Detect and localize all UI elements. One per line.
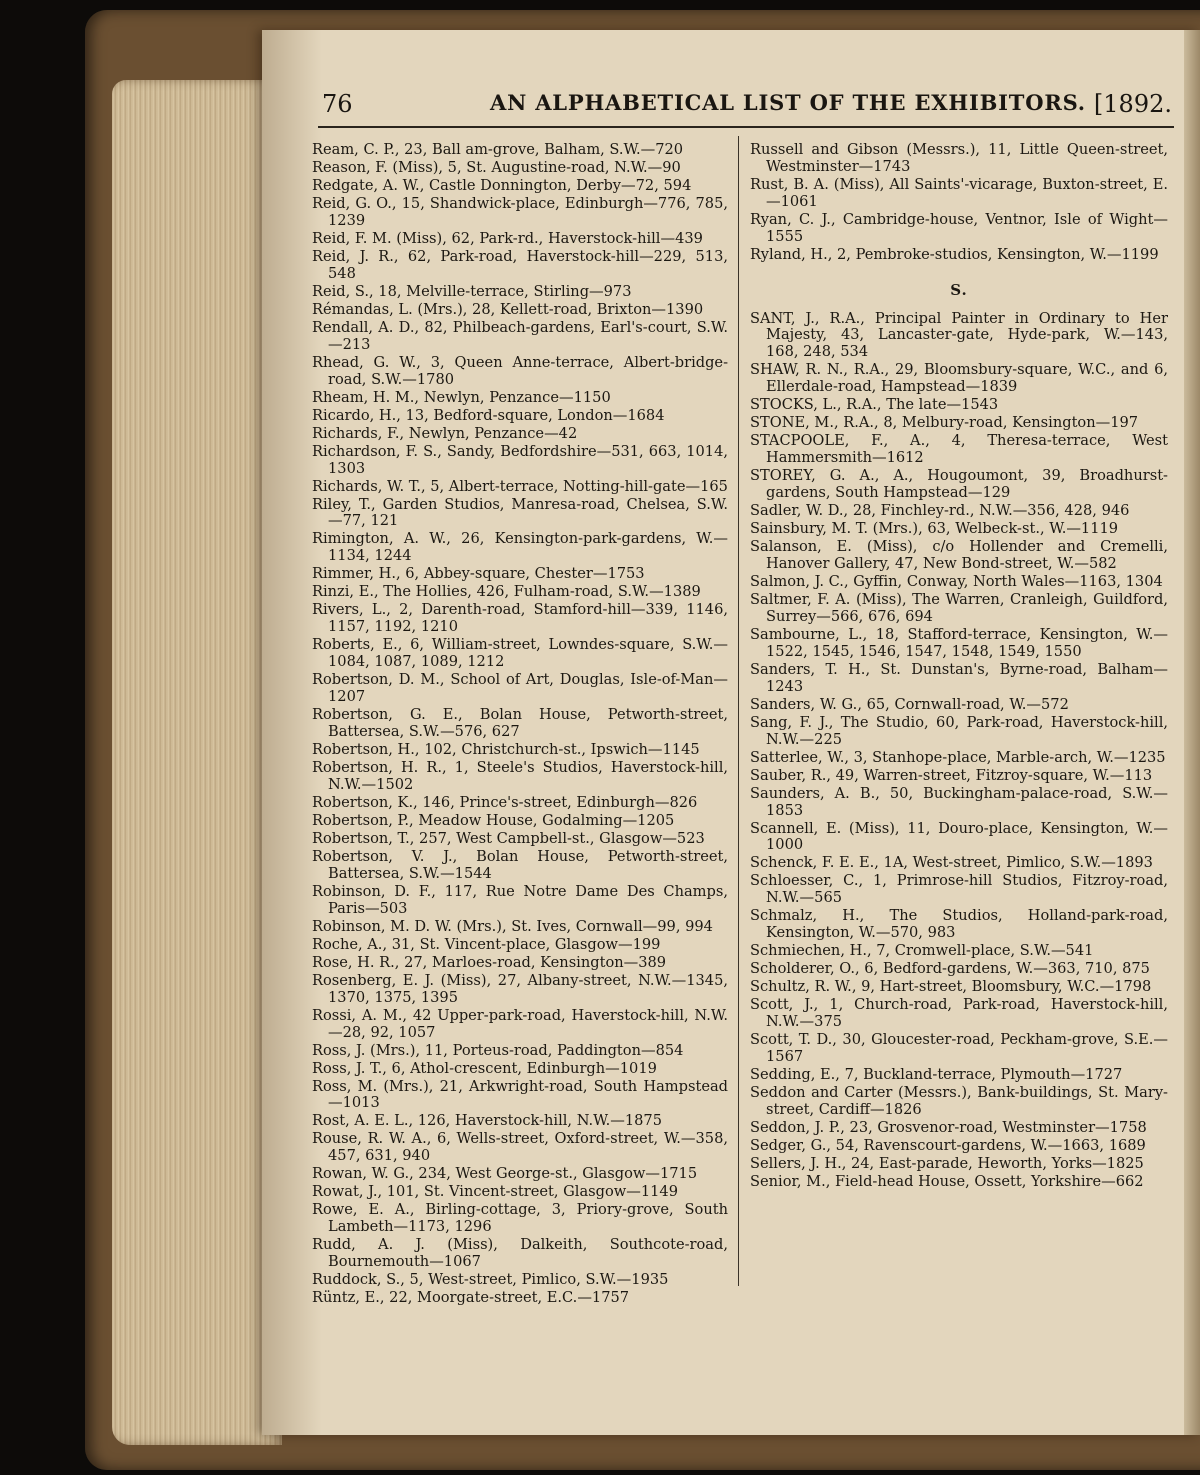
exhibitor-entry: Riley, T., Garden Studios, Manresa-road, Chelsea, S.W.—77, 121: [312, 495, 728, 530]
exhibitor-entry: Rimmer, H., 6, Abbey-square, Chester—1753: [312, 565, 645, 583]
section-letter: S.: [950, 280, 968, 299]
exhibitor-entry: Rudd, A. J. (Miss), Dalkeith, Southcote-road, Bournemouth—1067: [312, 1236, 728, 1271]
exhibitor-entry: Ross, J. T., 6, Athol-crescent, Edinburgh—1019: [312, 1059, 657, 1077]
exhibitor-entry: Sambourne, L., 18, Stafford-terrace, Kensington, W.—1522, 1545, 1546, 1547, 1548, 1549, 1550: [750, 625, 1168, 660]
exhibitor-entry: STONE, M., R.A., 8, Melbury-road, Kensington—197: [750, 414, 1139, 432]
exhibitor-entry: Rust, B. A. (Miss), All Saints'-vicarage, Buxton-street, E.—1061: [750, 175, 1168, 210]
year-label: [1892.: [1093, 90, 1172, 118]
exhibitor-entry: Ruddock, S., 5, West-street, Pimlico, S.W.—1935: [312, 1271, 669, 1289]
exhibitor-entry: Sainsbury, M. T. (Mrs.), 63, Welbeck-st., W.—1119: [750, 520, 1119, 538]
exhibitor-entry: Rosenberg, E. J. (Miss), 27, Albany-street, N.W.—1345, 1370, 1375, 1395: [312, 971, 728, 1006]
right-column: [750, 142, 1168, 1192]
exhibitor-entry: STOREY, G. A., A., Hougoumont, 39, Broadhurst-gardens, South Hampstead—129: [750, 467, 1168, 502]
exhibitor-entry: Scholderer, O., 6, Bedford-gardens, W.—363, 710, 875: [750, 960, 1150, 978]
exhibitor-entry: Rivers, L., 2, Darenth-road, Stamford-hill—339, 1146, 1157, 1192, 1210: [312, 601, 728, 636]
exhibitor-entry: Ross, J. (Mrs.), 11, Porteus-road, Paddington—854: [312, 1041, 684, 1059]
exhibitor-entry: Robertson, V. J., Bolan House, Petworth-street, Battersea, S.W.—1544: [312, 847, 728, 882]
exhibitor-entry: Reid, F. M. (Miss), 62, Park-rd., Haverstock-hill—439: [312, 229, 703, 247]
column-divider: [738, 136, 739, 1286]
exhibitor-entry: Redgate, A. W., Castle Donnington, Derby—72, 594: [312, 177, 692, 194]
exhibitor-entry: Reid, S., 18, Melville-terrace, Stirling—973: [312, 282, 632, 300]
exhibitor-entry: Reason, F. (Miss), 5, St. Augustine-road, N.W.—90: [312, 159, 681, 176]
exhibitor-entry: Seddon, J. P., 23, Grosvenor-road, Westminster—1758: [750, 1118, 1147, 1136]
exhibitor-entry: STOCKS, L., R.A., The late—1543: [750, 396, 999, 414]
header-rule: [318, 126, 1174, 128]
page-header: [322, 90, 1172, 130]
exhibitor-entry: Rüntz, E., 22, Moorgate-street, E.C.—1757: [312, 1289, 630, 1307]
exhibitor-entry: SHAW, R. N., R.A., 29, Bloomsbury-square, W.C., and 6, Ellerdale-road, Hampstead—1839: [750, 361, 1168, 396]
running-title: AN ALPHABETICAL LIST OF THE EXHIBITORS.: [490, 90, 1086, 115]
exhibitor-entry: Robertson, G. E., Bolan House, Petworth-street, Battersea, S.W.—576, 627: [312, 706, 728, 740]
exhibitor-entry: Sang, F. J., The Studio, 60, Park-road, Haverstock-hill, N.W.—225: [750, 713, 1168, 748]
exhibitor-entry: Schloesser, C., 1, Primrose-hill Studios, Fitzroy-road, N.W.—565: [750, 872, 1168, 907]
exhibitor-entry: Rhead, G. W., 3, Queen Anne-terrace, Albert-bridge-road, S.W.—1780: [312, 353, 728, 388]
exhibitor-entry: Rheam, H. M., Newlyn, Penzance—1150: [312, 388, 611, 406]
exhibitor-entry: Robinson, D. F., 117, Rue Notre Dame Des Champs, Paris—503: [312, 882, 728, 917]
exhibitor-entry: Rimington, A. W., 26, Kensington-park-gardens, W.—1134, 1244: [312, 530, 728, 565]
exhibitor-entry: Sanders, T. H., St. Dunstan's, Byrne-road, Balham—1243: [750, 660, 1168, 695]
right-column-r-entries: [750, 142, 1168, 264]
exhibitor-entry: Ream, C. P., 23, Ball am-grove, Balham, S.W.—720: [312, 141, 684, 158]
exhibitor-entry: Salanson, E. (Miss), c/o Hollender and Cremelli, Hanover Gallery, 47, New Bond-street, W.—582: [750, 538, 1168, 572]
exhibitor-entry: Scott, J., 1, Church-road, Park-road, Haverstock-hill, N.W.—375: [750, 996, 1168, 1031]
exhibitor-entry: Robertson, T., 257, West Campbell-st., Glasgow—523: [312, 829, 705, 847]
exhibitor-entry: Satterlee, W., 3, Stanhope-place, Marble-arch, W.—1235: [750, 748, 1166, 766]
exhibitor-entry: Reid, G. O., 15, Shandwick-place, Edinburgh—776, 785, 1239: [312, 195, 728, 229]
exhibitor-entry: Russell and Gibson (Messrs.), 11, Little Queen-street, Westminster—1743: [750, 141, 1168, 175]
exhibitor-entry: Saltmer, F. A. (Miss), The Warren, Cranleigh, Guildford, Surrey—566, 676, 694: [750, 590, 1168, 625]
exhibitor-entry: Salmon, J. C., Gyffin, Conway, North Wales—1163, 1304: [750, 572, 1163, 590]
exhibitor-entry: Rose, H. R., 27, Marloes-road, Kensington—389: [312, 953, 667, 971]
exhibitor-entry: Rowe, E. A., Birling-cottage, 3, Priory-grove, South Lambeth—1173, 1296: [312, 1201, 728, 1236]
exhibitor-entry: Roche, A., 31, St. Vincent-place, Glasgow—199: [312, 935, 661, 953]
exhibitor-entry: Seddon and Carter (Messrs.), Bank-buildings, St. Mary-street, Cardiff—1826: [750, 1084, 1168, 1118]
exhibitor-entry: Sanders, W. G., 65, Cornwall-road, W.—572: [750, 695, 1069, 713]
exhibitor-entry: Rinzi, E., The Hollies, 426, Fulham-road, S.W.—1389: [312, 583, 701, 601]
exhibitor-entry: Robertson, H., 102, Christchurch-st., Ipswich—1145: [312, 740, 700, 758]
exhibitor-entry: Robertson, H. R., 1, Steele's Studios, Haverstock-hill, N.W.—1502: [312, 758, 728, 793]
exhibitor-entry: Schmiechen, H., 7, Cromwell-place, S.W.—541: [750, 942, 1094, 960]
exhibitor-entry: Sedger, G., 54, Ravenscourt-gardens, W.—1663, 1689: [750, 1136, 1146, 1154]
left-column: [312, 142, 728, 1308]
exhibitor-entry: Senior, M., Field-head House, Ossett, Yorkshire—662: [750, 1172, 1144, 1190]
right-column-s-entries: [750, 311, 1168, 1191]
exhibitor-entry: Richards, F., Newlyn, Penzance—42: [312, 424, 578, 442]
exhibitor-entry: Ryan, C. J., Cambridge-house, Ventnor, Isle of Wight—1555: [750, 210, 1168, 245]
exhibitor-entry: Robertson, K., 146, Prince's-street, Edinburgh—826: [312, 793, 698, 811]
exhibitor-entry: Rowat, J., 101, St. Vincent-street, Glasgow—1149: [312, 1183, 678, 1201]
exhibitor-entry: Ricardo, H., 13, Bedford-square, London—1684: [312, 406, 665, 424]
exhibitor-entry: Rowan, W. G., 234, West George-st., Glasgow—1715: [312, 1165, 698, 1183]
exhibitor-entry: Richards, W. T., 5, Albert-terrace, Notting-hill-gate—165: [312, 477, 728, 495]
exhibitor-entry: Rouse, R. W. A., 6, Wells-street, Oxford-street, W.—358, 457, 631, 940: [312, 1130, 728, 1165]
exhibitor-entry: Roberts, E., 6, William-street, Lowndes-square, S.W.—1084, 1087, 1089, 1212: [312, 636, 728, 671]
exhibitor-entry: Sellers, J. H., 24, East-parade, Heworth, Yorks—1825: [750, 1154, 1144, 1172]
exhibitor-entry: Scott, T. D., 30, Gloucester-road, Peckham-grove, S.E.—1567: [750, 1031, 1168, 1066]
page-right-edge: [1184, 30, 1200, 1435]
exhibitor-entry: Richardson, F. S., Sandy, Bedfordshire—531, 663, 1014, 1303: [312, 442, 728, 477]
page-edges: [112, 80, 282, 1445]
exhibitor-entry: Rossi, A. M., 42 Upper-park-road, Haverstock-hill, N.W.—28, 92, 1057: [312, 1006, 728, 1041]
exhibitor-entry: Schmalz, H., The Studios, Holland-park-road, Kensington, W.—570, 983: [750, 907, 1168, 942]
exhibitor-entry: Saunders, A. B., 50, Buckingham-palace-road, S.W.—1853: [750, 784, 1168, 819]
exhibitor-entry: Ryland, H., 2, Pembroke-studios, Kensington, W.—1199: [750, 245, 1159, 263]
exhibitor-entry: SANT, J., R.A., Principal Painter in Ordinary to Her Majesty, 43, Lancaster-gate, Hyde-park, W.—143, 168, 248, 534: [750, 309, 1168, 361]
exhibitor-entry: Rost, A. E. L., 126, Haverstock-hill, N.W.—1875: [312, 1112, 662, 1130]
exhibitor-entry: Ross, M. (Mrs.), 21, Arkwright-road, South Hampstead—1013: [312, 1077, 728, 1112]
exhibitor-entry: Reid, J. R., 62, Park-road, Haverstock-hill—229, 513, 548: [312, 247, 728, 282]
exhibitor-entry: Robinson, M. D. W. (Mrs.), St. Ives, Cornwall—99, 994: [312, 917, 713, 935]
exhibitor-entry: Schultz, R. W., 9, Hart-street, Bloomsbury, W.C.—1798: [750, 978, 1152, 996]
exhibitor-entry: Schenck, F. E. E., 1A, West-street, Pimlico, S.W.—1893: [750, 854, 1153, 872]
exhibitor-entry: Robertson, P., Meadow House, Godalming—1205: [312, 811, 675, 829]
exhibitor-entry: Rémandas, L. (Mrs.), 28, Kellett-road, Brixton—1390: [312, 300, 704, 318]
exhibitor-entry: Sedding, E., 7, Buckland-terrace, Plymouth—1727: [750, 1066, 1123, 1084]
exhibitor-entry: Rendall, A. D., 82, Philbeach-gardens, Earl's-court, S.W.—213: [312, 318, 728, 353]
exhibitor-entry: STACPOOLE, F., A., 4, Theresa-terrace, West Hammersmith—1612: [750, 432, 1168, 467]
exhibitor-entry: Scannell, E. (Miss), 11, Douro-place, Kensington, W.—1000: [750, 819, 1168, 854]
exhibitor-entry: Robertson, D. M., School of Art, Douglas, Isle-of-Man—1207: [312, 671, 728, 706]
page-number: 76: [322, 90, 353, 118]
exhibitor-entry: Sauber, R., 49, Warren-street, Fitzroy-square, W.—113: [750, 766, 1153, 784]
exhibitor-entry: Sadler, W. D., 28, Finchley-rd., N.W.—356, 428, 946: [750, 502, 1130, 520]
